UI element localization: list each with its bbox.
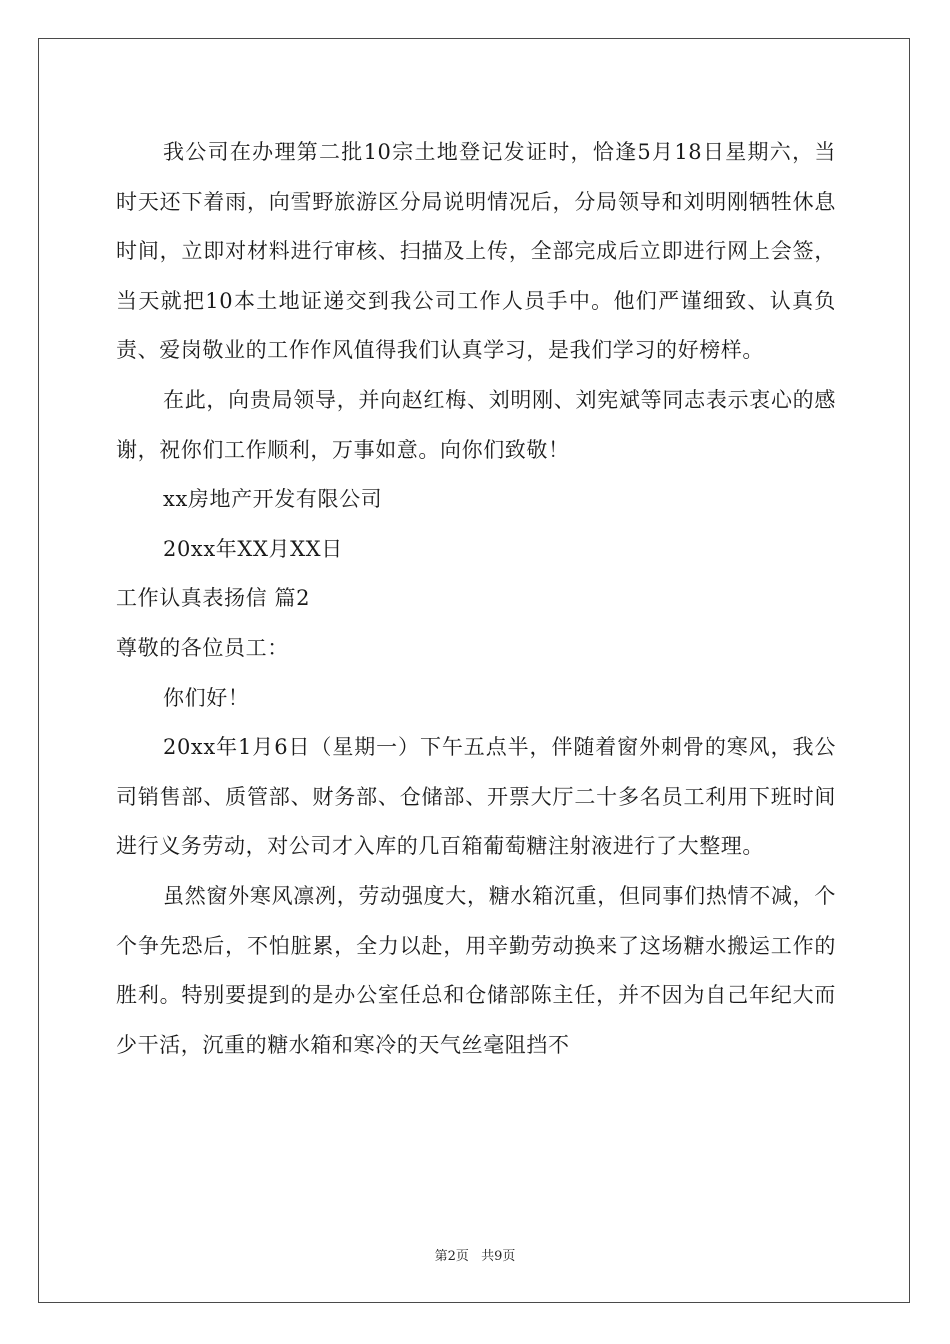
greeting: 你们好！ — [163, 685, 250, 710]
page-footer — [0, 1245, 950, 1264]
page-total: 共9页 — [481, 1249, 516, 1264]
paragraph-thanks-detail: 我公司在办理第二批10宗土地登记发证时，恰逢5月18日星期六，当时天还下着雨，向雪野旅游区分局说明情况后，分局领导和刘明刚牺牲休息时间，立即对材料进行审核、扫描及上传，全部完成后立即进行网上会签，当天就把10本土地证递交到我公司工作人员手中。他们严谨细致、认真负责、爱岗敬业的工作作风值得我们认真学习，是我们学习的好榜样。 — [116, 140, 836, 363]
paragraph-event: 20xx年1月6日（星期一）下午五点半，伴随着窗外刺骨的寒风，我公司销售部、质管部、财务部、仓储部、开票大厅二十多名员工利用下班时间进行义务劳动，对公司才入库的几百箱葡萄糖注射液进行了大整理。 — [116, 735, 836, 859]
salutation: 尊敬的各位员工： — [116, 635, 289, 660]
section-heading: 工作认真表扬信 篇2 — [116, 586, 311, 611]
page-number: 第2页 — [434, 1249, 469, 1264]
document-body — [116, 128, 836, 1070]
signature-company: xx房地产开发有限公司 — [163, 487, 383, 512]
paragraph-gratitude: 在此，向贵局领导，并向赵红梅、刘明刚、刘宪斌等同志表示衷心的感谢，祝你们工作顺利，万事如意。向你们致敬！ — [116, 387, 836, 462]
signature-date: 20xx年XX月XX日 — [163, 536, 343, 561]
paragraph-praise: 虽然窗外寒风凛冽，劳动强度大，糖水箱沉重，但同事们热情不减，个个争先恐后，不怕脏累，全力以赴，用辛勤劳动换来了这场糖水搬运工作的胜利。特别要提到的是办公室任总和仓储部陈主任，并不因为自己年纪大而少干活，沉重的糖水箱和寒冷的天气丝毫阻挡不 — [116, 883, 836, 1057]
